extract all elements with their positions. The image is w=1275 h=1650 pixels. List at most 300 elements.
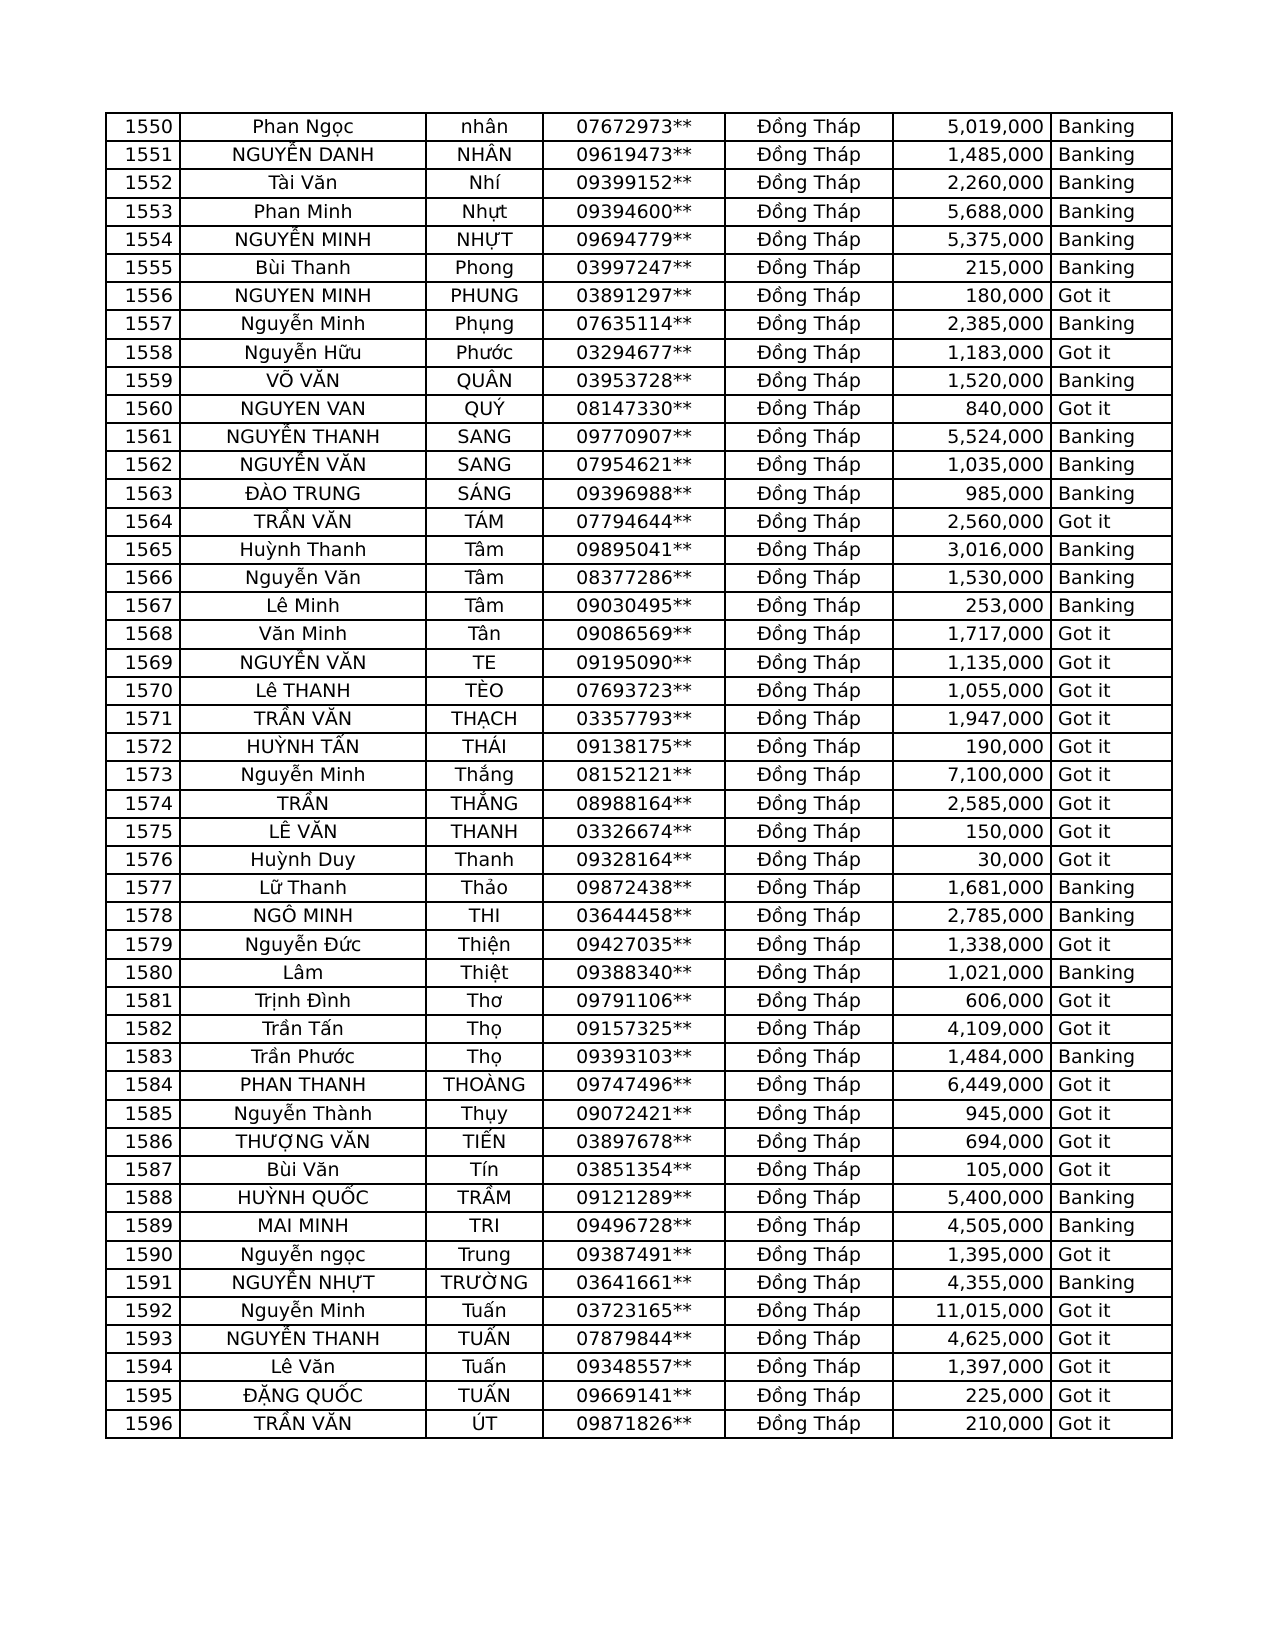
table-row: [106, 367, 1172, 395]
payment-method-cell: Got it: [1051, 790, 1172, 818]
payment-method-cell: Got it: [1051, 339, 1172, 367]
province-cell: Đồng Tháp: [725, 564, 893, 592]
table-row: [106, 479, 1172, 507]
table-row: [106, 1100, 1172, 1128]
province-cell: Đồng Tháp: [725, 1381, 893, 1409]
surname-cell: Lê Văn: [180, 1353, 426, 1381]
amount-cell: 945,000: [893, 1100, 1051, 1128]
payment-method-cell: Banking: [1051, 959, 1172, 987]
amount-cell: 6,449,000: [893, 1071, 1051, 1099]
table-row: [106, 620, 1172, 648]
given-name-cell: THẠCH: [426, 705, 543, 733]
surname-cell: NGUYỄN VĂN: [180, 649, 426, 677]
table-row: [106, 423, 1172, 451]
surname-cell: Lâm: [180, 959, 426, 987]
amount-cell: 11,015,000: [893, 1297, 1051, 1325]
given-name-cell: TRƯỜNG: [426, 1269, 543, 1297]
row-number: 1555: [106, 254, 180, 282]
surname-cell: NGUYEN MINH: [180, 282, 426, 310]
phone-cell: 09872438**: [543, 874, 725, 902]
table-row: [106, 1212, 1172, 1240]
amount-cell: 2,785,000: [893, 902, 1051, 930]
amount-cell: 694,000: [893, 1128, 1051, 1156]
given-name-cell: ÚT: [426, 1410, 543, 1438]
amount-cell: 5,019,000: [893, 113, 1051, 141]
province-cell: Đồng Tháp: [725, 705, 893, 733]
table-row: [106, 1156, 1172, 1184]
payment-method-cell: Got it: [1051, 1353, 1172, 1381]
given-name-cell: Thơ: [426, 987, 543, 1015]
given-name-cell: Tâm: [426, 592, 543, 620]
surname-cell: Nguyễn Minh: [180, 310, 426, 338]
given-name-cell: Thụy: [426, 1100, 543, 1128]
given-name-cell: Tuấn: [426, 1297, 543, 1325]
surname-cell: NGÔ MINH: [180, 902, 426, 930]
row-number: 1582: [106, 1015, 180, 1043]
payment-method-cell: Banking: [1051, 226, 1172, 254]
payment-method-cell: Got it: [1051, 987, 1172, 1015]
phone-cell: 03851354**: [543, 1156, 725, 1184]
payment-method-cell: Banking: [1051, 254, 1172, 282]
province-cell: Đồng Tháp: [725, 818, 893, 846]
amount-cell: 225,000: [893, 1381, 1051, 1409]
surname-cell: NGUYỄN MINH: [180, 226, 426, 254]
province-cell: Đồng Tháp: [725, 423, 893, 451]
table-row: [106, 1381, 1172, 1409]
payment-method-cell: Got it: [1051, 846, 1172, 874]
phone-cell: 08377286**: [543, 564, 725, 592]
amount-cell: 180,000: [893, 282, 1051, 310]
province-cell: Đồng Tháp: [725, 733, 893, 761]
row-number: 1569: [106, 649, 180, 677]
given-name-cell: TRẦM: [426, 1184, 543, 1212]
surname-cell: NGUYỄN NHỰT: [180, 1269, 426, 1297]
phone-cell: 07794644**: [543, 508, 725, 536]
given-name-cell: THI: [426, 902, 543, 930]
surname-cell: Trịnh Đình: [180, 987, 426, 1015]
surname-cell: HUỲNH TẤN: [180, 733, 426, 761]
row-number: 1551: [106, 141, 180, 169]
payment-method-cell: Banking: [1051, 367, 1172, 395]
province-cell: Đồng Tháp: [725, 141, 893, 169]
table-row: [106, 677, 1172, 705]
amount-cell: 7,100,000: [893, 761, 1051, 789]
phone-cell: 03326674**: [543, 818, 725, 846]
surname-cell: Huỳnh Duy: [180, 846, 426, 874]
province-cell: Đồng Tháp: [725, 1269, 893, 1297]
given-name-cell: TUẤN: [426, 1381, 543, 1409]
surname-cell: Văn Minh: [180, 620, 426, 648]
table-row: [106, 508, 1172, 536]
amount-cell: 606,000: [893, 987, 1051, 1015]
table-row: [106, 733, 1172, 761]
row-number: 1567: [106, 592, 180, 620]
phone-cell: 09770907**: [543, 423, 725, 451]
row-number: 1552: [106, 169, 180, 197]
province-cell: Đồng Tháp: [725, 1353, 893, 1381]
given-name-cell: Tâm: [426, 564, 543, 592]
row-number: 1579: [106, 930, 180, 958]
phone-cell: 09791106**: [543, 987, 725, 1015]
row-number: 1587: [106, 1156, 180, 1184]
surname-cell: Huỳnh Thanh: [180, 536, 426, 564]
surname-cell: THƯỢNG VĂN: [180, 1128, 426, 1156]
phone-cell: 03357793**: [543, 705, 725, 733]
given-name-cell: SÁNG: [426, 479, 543, 507]
given-name-cell: Thọ: [426, 1015, 543, 1043]
province-cell: Đồng Tháp: [725, 987, 893, 1015]
amount-cell: 1,484,000: [893, 1043, 1051, 1071]
table-row: [106, 902, 1172, 930]
payment-method-cell: Banking: [1051, 1043, 1172, 1071]
surname-cell: Bùi Văn: [180, 1156, 426, 1184]
payment-method-cell: Got it: [1051, 395, 1172, 423]
phone-cell: 07672973**: [543, 113, 725, 141]
surname-cell: Nguyễn Hữu: [180, 339, 426, 367]
phone-cell: 09348557**: [543, 1353, 725, 1381]
table-row: [106, 1297, 1172, 1325]
province-cell: Đồng Tháp: [725, 1241, 893, 1269]
payment-method-cell: Got it: [1051, 1381, 1172, 1409]
given-name-cell: Phong: [426, 254, 543, 282]
given-name-cell: THẮNG: [426, 790, 543, 818]
phone-cell: 03723165**: [543, 1297, 725, 1325]
amount-cell: 105,000: [893, 1156, 1051, 1184]
given-name-cell: THANH: [426, 818, 543, 846]
surname-cell: NGUYỄN DANH: [180, 141, 426, 169]
table-row: [106, 1184, 1172, 1212]
amount-cell: 210,000: [893, 1410, 1051, 1438]
table-row: [106, 282, 1172, 310]
given-name-cell: Nhí: [426, 169, 543, 197]
surname-cell: TRẦN VĂN: [180, 705, 426, 733]
table-row: [106, 226, 1172, 254]
table-row: [106, 451, 1172, 479]
given-name-cell: Tâm: [426, 536, 543, 564]
amount-cell: 5,524,000: [893, 423, 1051, 451]
row-number: 1568: [106, 620, 180, 648]
province-cell: Đồng Tháp: [725, 620, 893, 648]
table-row: [106, 310, 1172, 338]
row-number: 1556: [106, 282, 180, 310]
phone-cell: 09030495**: [543, 592, 725, 620]
given-name-cell: Tân: [426, 620, 543, 648]
amount-cell: 253,000: [893, 592, 1051, 620]
row-number: 1591: [106, 1269, 180, 1297]
row-number: 1550: [106, 113, 180, 141]
phone-cell: 09394600**: [543, 198, 725, 226]
table-row: [106, 1353, 1172, 1381]
amount-cell: 2,385,000: [893, 310, 1051, 338]
phone-cell: 09669141**: [543, 1381, 725, 1409]
payment-method-cell: Got it: [1051, 1325, 1172, 1353]
payment-method-cell: Got it: [1051, 282, 1172, 310]
payment-method-cell: Banking: [1051, 141, 1172, 169]
payment-method-cell: Banking: [1051, 1184, 1172, 1212]
given-name-cell: SANG: [426, 451, 543, 479]
phone-cell: 09157325**: [543, 1015, 725, 1043]
table-row: [106, 1015, 1172, 1043]
amount-cell: 5,688,000: [893, 198, 1051, 226]
row-number: 1581: [106, 987, 180, 1015]
province-cell: Đồng Tháp: [725, 254, 893, 282]
amount-cell: 4,355,000: [893, 1269, 1051, 1297]
table-row: [106, 254, 1172, 282]
row-number: 1570: [106, 677, 180, 705]
payment-method-cell: Got it: [1051, 1241, 1172, 1269]
province-cell: Đồng Tháp: [725, 1184, 893, 1212]
row-number: 1557: [106, 310, 180, 338]
amount-cell: 2,560,000: [893, 508, 1051, 536]
payment-method-cell: Got it: [1051, 508, 1172, 536]
payment-method-cell: Banking: [1051, 479, 1172, 507]
given-name-cell: Thảo: [426, 874, 543, 902]
payment-method-cell: Banking: [1051, 169, 1172, 197]
table-row: [106, 198, 1172, 226]
phone-cell: 09328164**: [543, 846, 725, 874]
surname-cell: Lê THANH: [180, 677, 426, 705]
row-number: 1560: [106, 395, 180, 423]
surname-cell: ĐÀO TRUNG: [180, 479, 426, 507]
amount-cell: 150,000: [893, 818, 1051, 846]
row-number: 1573: [106, 761, 180, 789]
row-number: 1583: [106, 1043, 180, 1071]
payment-method-cell: Banking: [1051, 536, 1172, 564]
payment-method-cell: Got it: [1051, 761, 1172, 789]
table-body: [106, 113, 1172, 1438]
row-number: 1594: [106, 1353, 180, 1381]
province-cell: Đồng Tháp: [725, 846, 893, 874]
province-cell: Đồng Tháp: [725, 1015, 893, 1043]
payment-method-cell: Banking: [1051, 451, 1172, 479]
province-cell: Đồng Tháp: [725, 1043, 893, 1071]
amount-cell: 840,000: [893, 395, 1051, 423]
payment-method-cell: Got it: [1051, 1297, 1172, 1325]
phone-cell: 03953728**: [543, 367, 725, 395]
amount-cell: 3,016,000: [893, 536, 1051, 564]
given-name-cell: Thiệt: [426, 959, 543, 987]
given-name-cell: THÁI: [426, 733, 543, 761]
table-row: [106, 1071, 1172, 1099]
phone-cell: 09496728**: [543, 1212, 725, 1240]
amount-cell: 1,055,000: [893, 677, 1051, 705]
amount-cell: 215,000: [893, 254, 1051, 282]
row-number: 1580: [106, 959, 180, 987]
province-cell: Đồng Tháp: [725, 930, 893, 958]
surname-cell: NGUYỄN THANH: [180, 423, 426, 451]
given-name-cell: TE: [426, 649, 543, 677]
surname-cell: VÕ VĂN: [180, 367, 426, 395]
amount-cell: 5,400,000: [893, 1184, 1051, 1212]
phone-cell: 09747496**: [543, 1071, 725, 1099]
phone-cell: 08988164**: [543, 790, 725, 818]
surname-cell: Tài Văn: [180, 169, 426, 197]
row-number: 1554: [106, 226, 180, 254]
phone-cell: 09388340**: [543, 959, 725, 987]
payment-method-cell: Banking: [1051, 310, 1172, 338]
payment-method-cell: Got it: [1051, 705, 1172, 733]
amount-cell: 1,338,000: [893, 930, 1051, 958]
province-cell: Đồng Tháp: [725, 790, 893, 818]
given-name-cell: THOÀNG: [426, 1071, 543, 1099]
province-cell: Đồng Tháp: [725, 367, 893, 395]
payment-method-cell: Banking: [1051, 113, 1172, 141]
row-number: 1584: [106, 1071, 180, 1099]
row-number: 1590: [106, 1241, 180, 1269]
province-cell: Đồng Tháp: [725, 761, 893, 789]
given-name-cell: TÈO: [426, 677, 543, 705]
given-name-cell: TIẾN: [426, 1128, 543, 1156]
row-number: 1586: [106, 1128, 180, 1156]
province-cell: Đồng Tháp: [725, 1128, 893, 1156]
province-cell: Đồng Tháp: [725, 1212, 893, 1240]
surname-cell: Nguyễn ngọc: [180, 1241, 426, 1269]
surname-cell: Trần Phước: [180, 1043, 426, 1071]
phone-cell: 08147330**: [543, 395, 725, 423]
row-number: 1558: [106, 339, 180, 367]
table-row: [106, 1043, 1172, 1071]
phone-cell: 09195090**: [543, 649, 725, 677]
table-row: [106, 959, 1172, 987]
surname-cell: Nguyễn Minh: [180, 1297, 426, 1325]
surname-cell: Nguyễn Văn: [180, 564, 426, 592]
table-row: [106, 592, 1172, 620]
surname-cell: PHAN THANH: [180, 1071, 426, 1099]
province-cell: Đồng Tháp: [725, 677, 893, 705]
row-number: 1576: [106, 846, 180, 874]
payment-method-cell: Banking: [1051, 564, 1172, 592]
row-number: 1564: [106, 508, 180, 536]
payment-method-cell: Banking: [1051, 902, 1172, 930]
payment-method-cell: Got it: [1051, 1071, 1172, 1099]
amount-cell: 1,035,000: [893, 451, 1051, 479]
amount-cell: 1,397,000: [893, 1353, 1051, 1381]
surname-cell: Trần Tấn: [180, 1015, 426, 1043]
row-number: 1592: [106, 1297, 180, 1325]
amount-cell: 1,530,000: [893, 564, 1051, 592]
amount-cell: 5,375,000: [893, 226, 1051, 254]
given-name-cell: Thắng: [426, 761, 543, 789]
payment-method-cell: Banking: [1051, 874, 1172, 902]
given-name-cell: Thọ: [426, 1043, 543, 1071]
amount-cell: 1,717,000: [893, 620, 1051, 648]
province-cell: Đồng Tháp: [725, 1297, 893, 1325]
amount-cell: 1,681,000: [893, 874, 1051, 902]
surname-cell: Lê Minh: [180, 592, 426, 620]
phone-cell: 09121289**: [543, 1184, 725, 1212]
row-number: 1593: [106, 1325, 180, 1353]
province-cell: Đồng Tháp: [725, 169, 893, 197]
payment-method-cell: Got it: [1051, 1015, 1172, 1043]
phone-cell: 09387491**: [543, 1241, 725, 1269]
province-cell: Đồng Tháp: [725, 902, 893, 930]
given-name-cell: TUẤN: [426, 1325, 543, 1353]
phone-cell: 07954621**: [543, 451, 725, 479]
amount-cell: 1,947,000: [893, 705, 1051, 733]
surname-cell: Bùi Thanh: [180, 254, 426, 282]
row-number: 1566: [106, 564, 180, 592]
given-name-cell: nhân: [426, 113, 543, 141]
table-row: [106, 846, 1172, 874]
surname-cell: TRẦN VĂN: [180, 508, 426, 536]
phone-cell: 09393103**: [543, 1043, 725, 1071]
given-name-cell: SANG: [426, 423, 543, 451]
given-name-cell: TRI: [426, 1212, 543, 1240]
given-name-cell: NHÂN: [426, 141, 543, 169]
province-cell: Đồng Tháp: [725, 310, 893, 338]
province-cell: Đồng Tháp: [725, 451, 893, 479]
province-cell: Đồng Tháp: [725, 113, 893, 141]
table-row: [106, 1128, 1172, 1156]
province-cell: Đồng Tháp: [725, 479, 893, 507]
row-number: 1559: [106, 367, 180, 395]
given-name-cell: NHỰT: [426, 226, 543, 254]
row-number: 1575: [106, 818, 180, 846]
amount-cell: 4,505,000: [893, 1212, 1051, 1240]
surname-cell: LÊ VĂN: [180, 818, 426, 846]
given-name-cell: PHUNG: [426, 282, 543, 310]
province-cell: Đồng Tháp: [725, 874, 893, 902]
table-row: [106, 818, 1172, 846]
row-number: 1565: [106, 536, 180, 564]
row-number: 1595: [106, 1381, 180, 1409]
province-cell: Đồng Tháp: [725, 1410, 893, 1438]
given-name-cell: Trung: [426, 1241, 543, 1269]
table-row: [106, 930, 1172, 958]
payment-method-cell: Got it: [1051, 1410, 1172, 1438]
given-name-cell: Phụng: [426, 310, 543, 338]
row-number: 1596: [106, 1410, 180, 1438]
province-cell: Đồng Tháp: [725, 1071, 893, 1099]
row-number: 1585: [106, 1100, 180, 1128]
amount-cell: 2,585,000: [893, 790, 1051, 818]
amount-cell: 190,000: [893, 733, 1051, 761]
given-name-cell: TÁM: [426, 508, 543, 536]
row-number: 1563: [106, 479, 180, 507]
amount-cell: 985,000: [893, 479, 1051, 507]
row-number: 1589: [106, 1212, 180, 1240]
table-row: [106, 1269, 1172, 1297]
phone-cell: 03644458**: [543, 902, 725, 930]
province-cell: Đồng Tháp: [725, 282, 893, 310]
phone-cell: 07693723**: [543, 677, 725, 705]
surname-cell: Lữ Thanh: [180, 874, 426, 902]
province-cell: Đồng Tháp: [725, 649, 893, 677]
row-number: 1562: [106, 451, 180, 479]
amount-cell: 30,000: [893, 846, 1051, 874]
row-number: 1553: [106, 198, 180, 226]
given-name-cell: Thanh: [426, 846, 543, 874]
province-cell: Đồng Tháp: [725, 536, 893, 564]
phone-cell: 07635114**: [543, 310, 725, 338]
table-row: [106, 113, 1172, 141]
table-row: [106, 1410, 1172, 1438]
phone-cell: 03891297**: [543, 282, 725, 310]
payment-method-cell: Banking: [1051, 1269, 1172, 1297]
table-row: [106, 761, 1172, 789]
province-cell: Đồng Tháp: [725, 395, 893, 423]
surname-cell: Nguyễn Minh: [180, 761, 426, 789]
surname-cell: Nguyễn Thành: [180, 1100, 426, 1128]
given-name-cell: Tín: [426, 1156, 543, 1184]
table-row: [106, 705, 1172, 733]
row-number: 1577: [106, 874, 180, 902]
payment-list-table: [105, 112, 1173, 1439]
surname-cell: TRẦN VĂN: [180, 1410, 426, 1438]
row-number: 1588: [106, 1184, 180, 1212]
phone-cell: 09399152**: [543, 169, 725, 197]
phone-cell: 09072421**: [543, 1100, 725, 1128]
